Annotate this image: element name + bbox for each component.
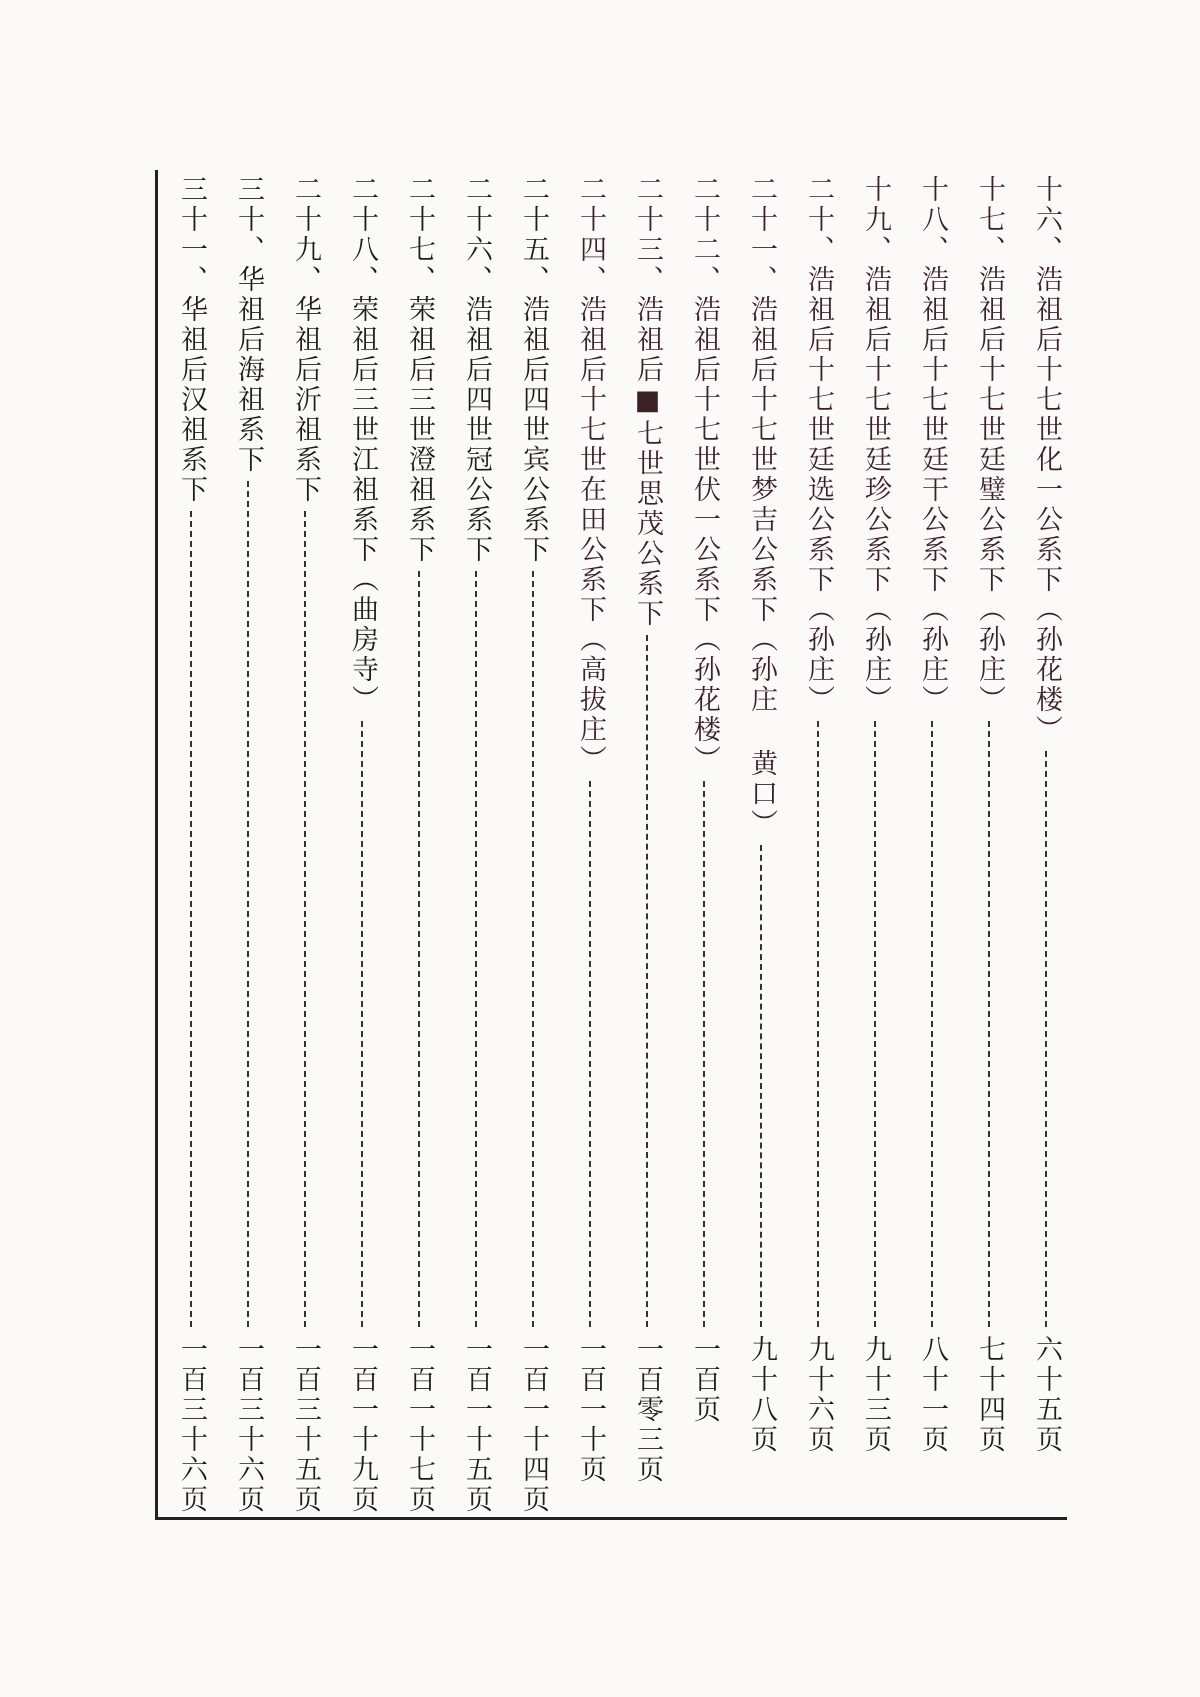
entry-page: 一百零三页	[632, 1335, 663, 1485]
toc-entry	[395, 175, 443, 1515]
dotted-leader	[646, 635, 648, 1327]
entry-title: 十九、浩祖后十七世廷珍公系下（孙庄）	[860, 175, 891, 715]
toc-entry	[1022, 175, 1070, 1515]
dotted-leader	[760, 845, 762, 1327]
dotted-leader	[361, 721, 363, 1327]
entry-title: 二十四、浩祖后十七世在田公系下（高拔庄）	[575, 175, 606, 775]
toc-entry	[965, 175, 1013, 1515]
dotted-leader	[589, 781, 591, 1327]
entry-title: 十六、浩祖后十七世化一公系下（孙花楼）	[1031, 175, 1062, 745]
entry-title: 十七、浩祖后十七世廷璧公系下（孙庄）	[974, 175, 1005, 715]
toc-entry	[566, 175, 614, 1515]
dotted-leader	[703, 781, 705, 1327]
entry-title: 二十七、荣祖后三世澄祖系下	[404, 175, 435, 565]
dotted-leader	[532, 571, 534, 1327]
toc-entry	[224, 175, 272, 1515]
toc-entry	[908, 175, 956, 1515]
entry-title: 十八、浩祖后十七世廷干公系下（孙庄）	[917, 175, 948, 715]
dotted-leader	[988, 721, 990, 1327]
entry-title: 三十、华祖后海祖系下	[233, 175, 264, 475]
dotted-leader	[247, 481, 249, 1327]
entry-page: 一百三十六页	[233, 1335, 264, 1515]
dotted-leader	[475, 571, 477, 1327]
dotted-leader	[931, 721, 933, 1327]
dotted-leader	[817, 721, 819, 1327]
dotted-leader	[190, 511, 192, 1327]
toc-entry	[794, 175, 842, 1515]
dotted-leader	[304, 511, 306, 1327]
toc-entry	[338, 175, 386, 1515]
entry-title: 二十二、浩祖后十七世伏一公系下（孙花楼）	[689, 175, 720, 775]
entry-page: 一百一十七页	[404, 1335, 435, 1515]
entry-page: 六十五页	[1031, 1335, 1062, 1455]
entry-page: 九十三页	[860, 1335, 891, 1455]
toc-entry	[509, 175, 557, 1515]
entry-title: 二十三、浩祖后■七世思茂公系下	[632, 175, 663, 629]
toc-entry	[281, 175, 329, 1515]
toc-entry	[851, 175, 899, 1515]
toc-entry	[167, 175, 215, 1515]
entry-page: 一百一十页	[575, 1335, 606, 1485]
toc-entry	[623, 175, 671, 1515]
entry-page: 一百三十五页	[290, 1335, 321, 1515]
entry-page: 九十八页	[746, 1335, 777, 1455]
entry-title: 二十、浩祖后十七世廷选公系下（孙庄）	[803, 175, 834, 715]
entry-title: 三十一、华祖后汉祖系下	[176, 175, 207, 505]
entry-title: 二十九、华祖后沂祖系下	[290, 175, 321, 505]
entry-page: 一百一十九页	[347, 1335, 378, 1515]
entry-page: 一百一十四页	[518, 1335, 549, 1515]
entry-title: 二十六、浩祖后四世冠公系下	[461, 175, 492, 565]
entry-page: 一百页	[689, 1335, 720, 1425]
entry-page: 九十六页	[803, 1335, 834, 1455]
toc-entry	[452, 175, 500, 1515]
dotted-leader	[874, 721, 876, 1327]
entry-page: 七十四页	[974, 1335, 1005, 1455]
toc-entry	[680, 175, 728, 1515]
entry-title: 二十八、荣祖后三世江祖系下（曲房寺）	[347, 175, 378, 715]
entry-title: 二十一、浩祖后十七世梦吉公系下（孙庄 黄口）	[746, 175, 777, 839]
entry-title: 二十五、浩祖后四世宾公系下	[518, 175, 549, 565]
entry-page: 一百三十六页	[176, 1335, 207, 1515]
dotted-leader	[1045, 751, 1047, 1327]
entry-page: 八十一页	[917, 1335, 948, 1455]
entry-page: 一百一十五页	[461, 1335, 492, 1515]
dotted-leader	[418, 571, 420, 1327]
toc-entry	[737, 175, 785, 1515]
